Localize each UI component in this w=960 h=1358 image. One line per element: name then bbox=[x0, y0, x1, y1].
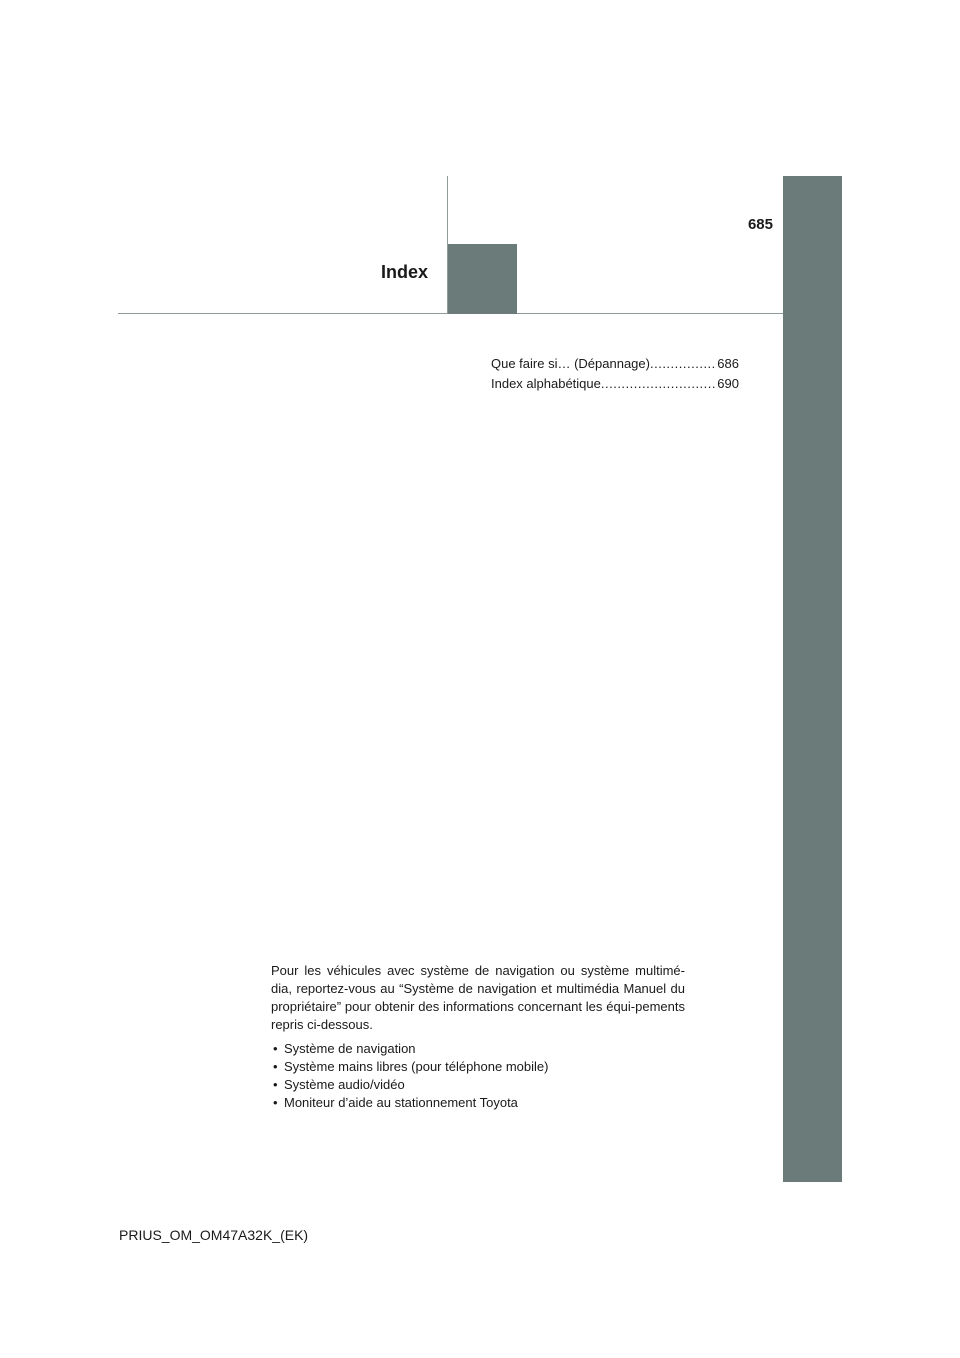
toc-entry-depannage[interactable] bbox=[491, 354, 739, 374]
toc-entry-page: 686 bbox=[717, 356, 739, 371]
toc-entry-label: Index alphabétique bbox=[491, 376, 601, 391]
list-item: • Système de navigation bbox=[271, 1040, 685, 1058]
toc-entry-index-alphabetique[interactable] bbox=[491, 374, 739, 394]
section-title: Index bbox=[380, 262, 428, 282]
header-accent-block bbox=[448, 244, 517, 314]
note-paragraph: Pour les véhicules avec système de navigation ou système multimé-dia, reportez-vous au “Système de navigation et multimédia Manuel du propriétaire” pour obtenir des informations concernant les équi-pements repris ci-dessous. bbox=[271, 963, 685, 1032]
list-item: • Système audio/vidéo bbox=[271, 1076, 685, 1094]
document-code: PRIUS_OM_OM47A32K_(EK) bbox=[119, 1227, 309, 1243]
toc-leader-dots bbox=[650, 354, 716, 374]
page-number: 685 bbox=[747, 216, 773, 233]
toc-leader-dots bbox=[601, 374, 716, 394]
chapter-side-tab bbox=[783, 176, 842, 1182]
toc-entry-page: 690 bbox=[717, 376, 739, 391]
list-item: • Moniteur d’aide au stationnement Toyota bbox=[271, 1094, 685, 1112]
list-item: • Système mains libres (pour téléphone mobile) bbox=[271, 1058, 685, 1076]
equipment-list bbox=[271, 1040, 685, 1112]
toc-entry-label: Que faire si… (Dépannage) bbox=[491, 356, 650, 371]
table-of-contents bbox=[491, 354, 739, 394]
navigation-note bbox=[271, 962, 685, 1112]
